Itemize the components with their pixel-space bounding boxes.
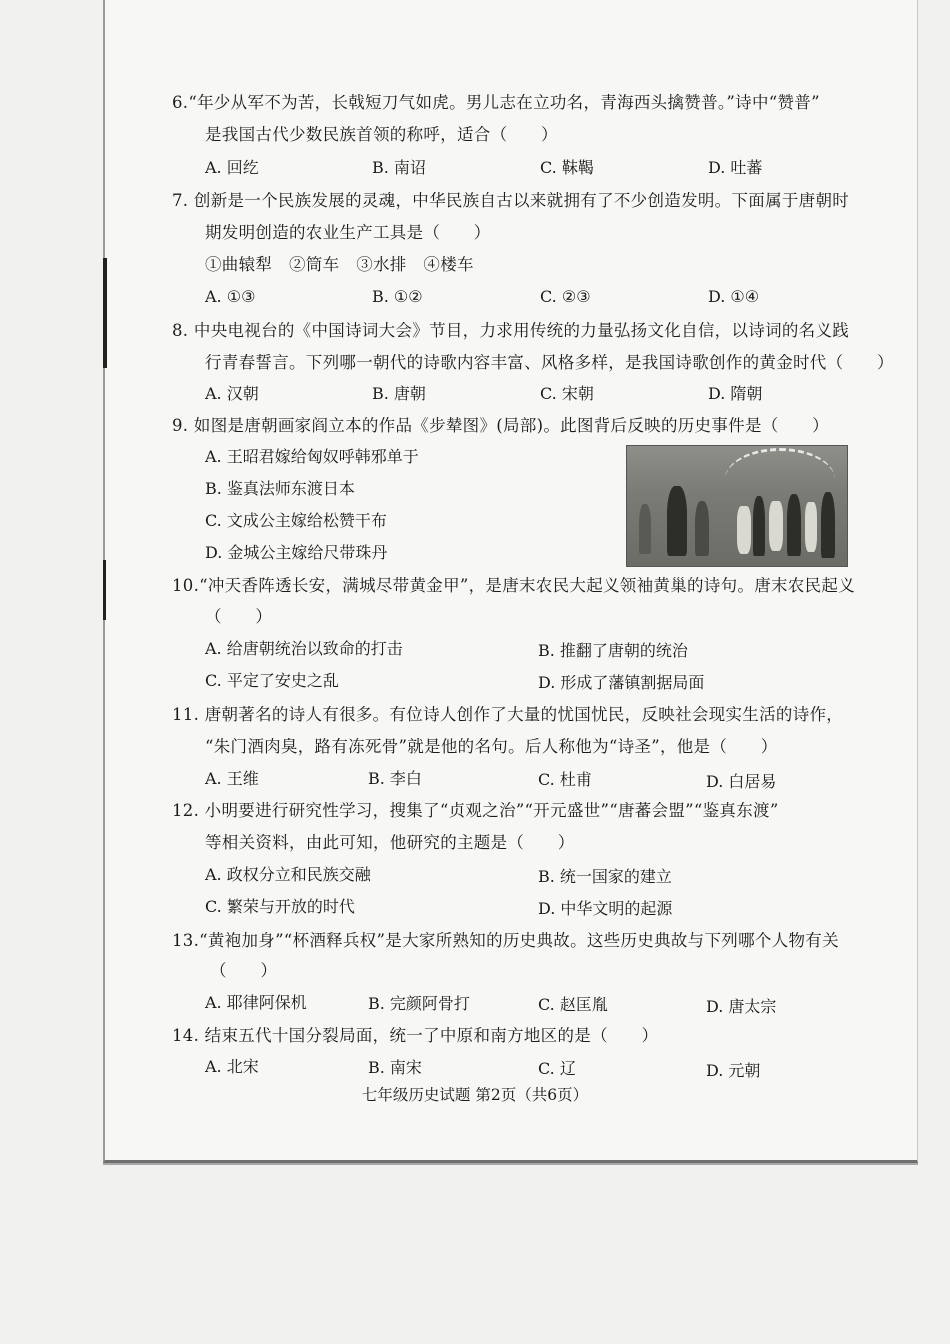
- q12-option-c[interactable]: C. 繁荣与开放的时代: [205, 897, 355, 916]
- q11-option-c[interactable]: C. 杜甫: [538, 770, 592, 789]
- q11-option-d[interactable]: D. 白居易: [706, 772, 777, 791]
- page-footer: 七年级历史试题 第2页（共6页）: [361, 1086, 589, 1104]
- question-7-line-2: 期发明创造的农业生产工具是（ ）: [205, 223, 491, 242]
- q13-option-c[interactable]: C. 赵匡胤: [538, 995, 608, 1014]
- q10-option-b[interactable]: B. 推翻了唐朝的统治: [538, 641, 688, 660]
- question-9-line-1: 9. 如图是唐朝画家阎立本的作品《步辇图》(局部)。此图背后反映的历史事件是（ ）: [172, 416, 829, 435]
- q7-option-c[interactable]: C. ②③: [540, 287, 591, 306]
- q7-option-a[interactable]: A. ①③: [205, 287, 256, 306]
- q13-option-b[interactable]: B. 完颜阿骨打: [368, 994, 470, 1013]
- q9-option-d[interactable]: D. 金城公主嫁给尺带珠丹: [205, 543, 388, 562]
- q11-option-a[interactable]: A. 王维: [205, 769, 259, 788]
- painting-image: [626, 445, 848, 567]
- question-12-line-1: 12. 小明要进行研究性学习，搜集了“贞观之治”“开元盛世”“唐蕃会盟”“鉴真东渡”: [172, 801, 779, 820]
- question-13-line-1: 13.“黄袍加身”“杯酒释兵权”是大家所熟知的历史典故。这些历史典故与下列哪个人物有关: [172, 931, 839, 950]
- binding-mark: [103, 560, 106, 620]
- q6-option-a[interactable]: A. 回纥: [205, 158, 259, 177]
- q8-option-b[interactable]: B. 唐朝: [372, 384, 426, 403]
- q14-option-d[interactable]: D. 元朝: [706, 1061, 761, 1080]
- question-8-line-1: 8. 中央电视台的《中国诗词大会》节目，力求用传统的力量弘扬文化自信，以诗词的名义践: [172, 321, 850, 340]
- q10-option-a[interactable]: A. 给唐朝统治以致命的打击: [205, 639, 403, 658]
- q10-option-d[interactable]: D. 形成了藩镇割据局面: [538, 673, 705, 692]
- q14-option-a[interactable]: A. 北宋: [205, 1057, 259, 1076]
- question-10-line-2: （ ）: [205, 607, 273, 626]
- q11-option-b[interactable]: B. 李白: [368, 769, 422, 788]
- question-7-items: ①曲辕犁 ②筒车 ③水排 ④楼车: [205, 255, 474, 274]
- question-11-line-1: 11. 唐朝著名的诗人有很多。有位诗人创作了大量的忧国忧民，反映社会现实生活的诗作，: [172, 705, 844, 724]
- q9-option-a[interactable]: A. 王昭君嫁给匈奴呼韩邪单于: [205, 447, 419, 466]
- q13-option-a[interactable]: A. 耶律阿保机: [205, 993, 307, 1012]
- q9-option-b[interactable]: B. 鉴真法师东渡日本: [205, 479, 355, 498]
- question-11-line-2: “朱门酒肉臭，路有冻死骨”就是他的名句。后人称他为“诗圣”，他是（ ）: [205, 737, 778, 756]
- q12-option-a[interactable]: A. 政权分立和民族交融: [205, 865, 371, 884]
- q8-option-c[interactable]: C. 宋朝: [540, 384, 594, 403]
- question-6-line-1: 6.“年少从军不为苦，长戟短刀气如虎。男儿志在立功名，青海西头擒赞普。”诗中“赞普”: [172, 93, 820, 112]
- q12-option-b[interactable]: B. 统一国家的建立: [538, 867, 672, 886]
- q7-option-d[interactable]: D. ①④: [708, 287, 760, 306]
- q8-option-d[interactable]: D. 隋朝: [708, 384, 763, 403]
- q13-option-d[interactable]: D. 唐太宗: [706, 997, 777, 1016]
- q14-option-b[interactable]: B. 南宋: [368, 1058, 422, 1077]
- q14-option-c[interactable]: C. 辽: [538, 1059, 576, 1078]
- question-14-line-1: 14. 结束五代十国分裂局面，统一了中原和南方地区的是（ ）: [172, 1026, 659, 1045]
- question-7-line-1: 7. 创新是一个民族发展的灵魂，中华民族自古以来就拥有了不少创造发明。下面属于唐朝时: [172, 191, 850, 210]
- q10-option-c[interactable]: C. 平定了安史之乱: [205, 671, 339, 690]
- q8-option-a[interactable]: A. 汉朝: [205, 384, 259, 403]
- q6-option-d[interactable]: D. 吐蕃: [708, 158, 763, 177]
- question-10-line-1: 10.“冲天香阵透长安，满城尽带黄金甲”，是唐末农民大起义领袖黄巢的诗句。唐末农民起义: [172, 576, 856, 595]
- binding-mark: [103, 258, 107, 368]
- q6-option-b[interactable]: B. 南诏: [372, 158, 426, 177]
- question-8-line-2: 行青春誓言。下列哪一朝代的诗歌内容丰富、风格多样，是我国诗歌创作的黄金时代（ ）: [205, 353, 894, 372]
- question-6-line-2: 是我国古代少数民族首领的称呼，适合（ ）: [205, 125, 558, 144]
- q9-option-c[interactable]: C. 文成公主嫁给松赞干布: [205, 511, 387, 530]
- q12-option-d[interactable]: D. 中华文明的起源: [538, 899, 673, 918]
- question-12-line-2: 等相关资料，由此可知，他研究的主题是（ ）: [205, 833, 575, 852]
- question-13-line-2: （ ）: [210, 961, 278, 980]
- q7-option-b[interactable]: B. ①②: [372, 287, 423, 306]
- q6-option-c[interactable]: C. 靺鞨: [540, 158, 594, 177]
